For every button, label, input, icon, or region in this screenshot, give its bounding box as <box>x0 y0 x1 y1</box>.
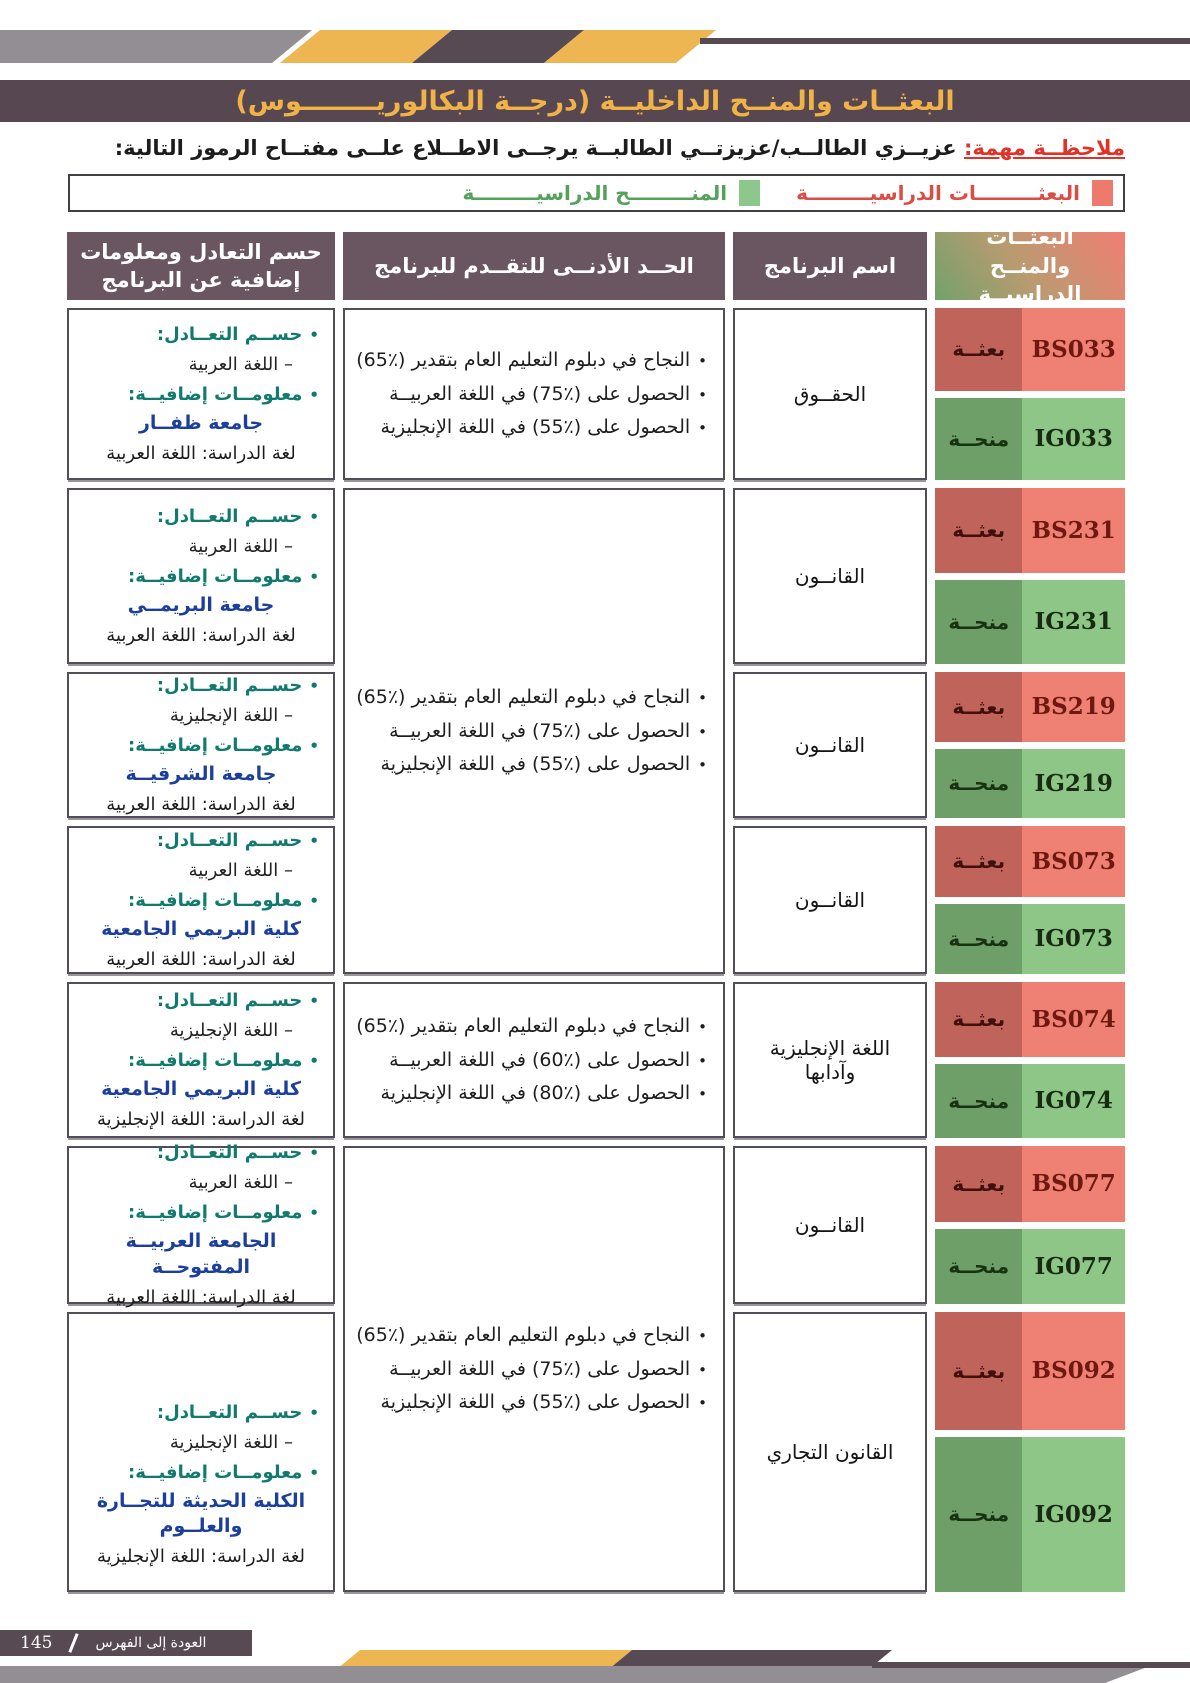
scholarship-code: BS092 <box>1022 1312 1125 1430</box>
program-name: اللغة الإنجليزية وآدابها <box>733 982 927 1138</box>
grant-code: IG219 <box>1022 749 1125 819</box>
top-rule-line <box>700 38 1190 44</box>
grant-code: IG077 <box>1022 1229 1125 1305</box>
program-name: القانــون <box>733 1146 927 1304</box>
bullet-icon: • <box>698 722 707 741</box>
extra-info-label-line: • معلومــات إضافيــة: <box>128 1461 319 1483</box>
requirement-item: • الحصول على (٪75) في اللغة العربيــة <box>389 719 707 742</box>
bullet-icon: • <box>698 385 707 404</box>
requirement-item: • الحصول على (٪55) في اللغة الإنجليزية <box>380 416 707 439</box>
grant-code-cell <box>935 1064 1125 1139</box>
equalization-value: – اللغة العربية <box>188 354 293 376</box>
scholarship-code-cell <box>935 308 1125 391</box>
requirements-cell <box>343 982 725 1138</box>
extra-info-label-line: • معلومــات إضافيــة: <box>128 890 319 912</box>
grant-type-label: منحــة <box>935 904 1022 975</box>
institution-name: الجامعة العربيــة المفتوحــة <box>125 1230 277 1278</box>
institution-name: جامعة البريمــي <box>127 594 275 617</box>
codes-cell <box>935 1146 1125 1304</box>
info-cell <box>67 826 335 974</box>
title-band <box>0 80 1190 122</box>
grant-type-label: منحــة <box>935 749 1022 819</box>
page-number: 145 <box>20 1633 53 1653</box>
info-cell <box>67 982 335 1138</box>
scholarship-code-cell <box>935 1146 1125 1222</box>
info-cell <box>67 488 335 664</box>
note-label: ملاحظــة مهمة: <box>963 136 1125 160</box>
requirement-item: • الحصول على (٪55) في اللغة الإنجليزية <box>380 1391 707 1414</box>
bullet-icon: • <box>698 1017 707 1036</box>
bullet-icon: • <box>309 568 319 587</box>
requirement-item: • الحصول على (٪60) في اللغة العربيــة <box>389 1048 707 1071</box>
grant-type-label: منحــة <box>935 1064 1022 1139</box>
grant-code: IG231 <box>1022 580 1125 665</box>
bullet-icon: • <box>309 832 319 851</box>
extra-info-label-line: • معلومــات إضافيــة: <box>128 566 319 588</box>
bottom-gray-band <box>0 1666 1150 1683</box>
extra-info-label-line: • معلومــات إضافيــة: <box>128 1202 319 1224</box>
requirement-item: • الحصول على (٪75) في اللغة العربيــة <box>389 382 707 405</box>
grant-code: IG073 <box>1022 904 1125 975</box>
study-language: لغة الدراسة: اللغة العربية <box>106 624 296 646</box>
programs-table <box>68 225 1125 1592</box>
scholarship-code: BS073 <box>1022 826 1125 897</box>
codes-cell <box>935 982 1125 1138</box>
bullet-icon: • <box>309 892 319 911</box>
scholarship-code: BS074 <box>1022 982 1125 1057</box>
requirement-item: • النجاح في دبلوم التعليم العام بتقدير (٪65) <box>356 685 707 708</box>
grant-code: IG074 <box>1022 1064 1125 1139</box>
equalization-value: – اللغة الإنجليزية <box>169 705 293 727</box>
program-name: القانــون <box>733 826 927 974</box>
bullet-icon: • <box>698 419 707 438</box>
requirement-item: • النجاح في دبلوم التعليم العام بتقدير (٪65) <box>356 348 707 371</box>
scholarship-code-cell <box>935 1312 1125 1430</box>
scholarship-type-label: بعثــة <box>935 826 1022 897</box>
note-text: عزيــزي الطالــب/عزيزتــي الطالبــة يرجــى الاطــلاع علــى مفتــاح الرموز التالية: <box>114 136 957 160</box>
bullet-icon: • <box>309 737 319 756</box>
important-note <box>65 135 1125 162</box>
requirement-item: • الحصول على (٪55) في اللغة الإنجليزية <box>380 753 707 776</box>
info-cell <box>67 672 335 818</box>
bullet-icon: • <box>698 1394 707 1413</box>
grant-code-cell <box>935 1437 1125 1592</box>
study-language: لغة الدراسة: اللغة العربية <box>106 1286 296 1308</box>
program-name: القانون التجاري <box>733 1312 927 1592</box>
codes-cell <box>935 826 1125 974</box>
bullet-icon: • <box>309 508 319 527</box>
info-cell <box>67 1312 335 1592</box>
bullet-icon: • <box>698 1360 707 1379</box>
info-cell <box>67 308 335 480</box>
bottom-rule-line <box>872 1662 1190 1668</box>
equalization-label-line: • حســم التعــادل: <box>156 675 319 697</box>
requirement-item: • الحصول على (٪80) في اللغة الإنجليزية <box>380 1082 707 1105</box>
equalization-value: – اللغة العربية <box>188 536 293 558</box>
grant-code-cell <box>935 580 1125 665</box>
scholarship-type-label: بعثــة <box>935 1146 1022 1222</box>
bullet-icon: • <box>698 1051 707 1070</box>
legend-grants-label: المنـــــــــح الدراسيـــــــــة <box>462 181 728 205</box>
page-title: البعثــات والمنــح الداخليــة (درجــة البكالوريــــــــوس) <box>235 85 955 117</box>
scholarship-code-cell <box>935 826 1125 897</box>
institution-name: كلية البريمي الجامعية <box>101 918 301 941</box>
requirement-item: • الحصول على (٪75) في اللغة العربيــة <box>389 1357 707 1380</box>
study-language: لغة الدراسة: اللغة العربية <box>106 442 296 464</box>
top-gray-band <box>0 30 312 63</box>
scholarship-code: BS231 <box>1022 488 1125 573</box>
equalization-label-line: • حســم التعــادل: <box>156 1142 319 1164</box>
institution-name: جامعة ظفــار <box>138 412 264 435</box>
bullet-icon: • <box>698 351 707 370</box>
institution-name: جامعة الشرقيــة <box>125 763 277 786</box>
requirements-cell-merged <box>343 1146 725 1592</box>
extra-info-label-line: • معلومــات إضافيــة: <box>128 384 319 406</box>
header-info: حسم التعادل ومعلومات إضافية عن البرنامج <box>67 232 335 300</box>
codes-cell <box>935 1312 1125 1592</box>
grant-type-label: منحــة <box>935 1437 1022 1592</box>
header-minimum: الحــد الأدنــى للتقــدم للبرنامج <box>343 232 725 300</box>
bullet-icon: • <box>309 386 319 405</box>
back-to-index-link[interactable]: العودة إلى الفهرس <box>95 1635 207 1651</box>
scholarship-color-swatch <box>1092 180 1113 206</box>
grant-color-swatch <box>739 180 760 206</box>
equalization-value: – اللغة العربية <box>188 860 293 882</box>
study-language: لغة الدراسة: اللغة الإنجليزية <box>96 1546 306 1567</box>
grant-code: IG033 <box>1022 398 1125 481</box>
grant-code-cell <box>935 904 1125 975</box>
scholarship-type-label: بعثــة <box>935 1312 1022 1430</box>
legend-scholarships-label: البعثـــــــــات الدراسيـــــــــة <box>796 181 1080 205</box>
scholarship-type-label: بعثــة <box>935 672 1022 742</box>
equalization-label-line: • حســم التعــادل: <box>156 990 319 1012</box>
grant-type-label: منحــة <box>935 398 1022 481</box>
scholarship-code-cell <box>935 672 1125 742</box>
bullet-icon: • <box>698 688 707 707</box>
scholarship-code-cell <box>935 982 1125 1057</box>
bullet-icon: • <box>309 1403 319 1422</box>
codes-cell <box>935 308 1125 480</box>
info-cell <box>67 1142 335 1308</box>
bullet-icon: • <box>309 1144 319 1163</box>
equalization-label-line: • حســم التعــادل: <box>156 506 319 528</box>
institution-name: كلية البريمي الجامعية <box>101 1078 301 1101</box>
program-name: الحقــوق <box>733 308 927 480</box>
extra-info-label-line: • معلومــات إضافيــة: <box>128 735 319 757</box>
requirement-item: • النجاح في دبلوم التعليم العام بتقدير (٪65) <box>356 1323 707 1346</box>
requirements-cell-merged <box>343 488 725 974</box>
bullet-icon: • <box>698 1326 707 1345</box>
requirements-cell <box>343 308 725 480</box>
footer-bar <box>0 1630 252 1656</box>
bullet-icon: • <box>309 326 319 345</box>
equalization-label-line: • حســم التعــادل: <box>156 830 319 852</box>
grant-code-cell <box>935 398 1125 481</box>
header-program: اسم البرنامج <box>733 232 927 300</box>
equalization-label-line: • حســم التعــادل: <box>156 1401 319 1423</box>
codes-cell <box>935 488 1125 664</box>
grant-code-cell <box>935 749 1125 819</box>
equalization-value: – اللغة الإنجليزية <box>169 1020 293 1042</box>
program-name: القانــون <box>733 488 927 664</box>
scholarship-type-label: بعثــة <box>935 982 1022 1057</box>
header-codes: البعثــات والمنــح الدراسيــة <box>935 232 1125 300</box>
scholarship-code: BS033 <box>1022 308 1125 391</box>
scholarship-code: BS077 <box>1022 1146 1125 1222</box>
grant-type-label: منحــة <box>935 580 1022 665</box>
equalization-label-line: • حســم التعــادل: <box>156 324 319 346</box>
scholarship-type-label: بعثــة <box>935 308 1022 391</box>
bullet-icon: • <box>309 1052 319 1071</box>
equalization-value: – اللغة العربية <box>188 1172 293 1194</box>
program-name: القانــون <box>733 672 927 818</box>
institution-name: الكلية الحديثة للتجــارة والعلــوم <box>96 1489 306 1538</box>
scholarship-code-cell <box>935 488 1125 573</box>
bullet-icon: • <box>309 677 319 696</box>
grant-code-cell <box>935 1229 1125 1305</box>
equalization-value: – اللغة الإنجليزية <box>169 1431 293 1453</box>
codes-cell <box>935 672 1125 818</box>
bullet-icon: • <box>698 756 707 775</box>
study-language: لغة الدراسة: اللغة الإنجليزية <box>96 1108 306 1130</box>
study-language: لغة الدراسة: اللغة العربية <box>106 948 296 970</box>
scholarship-code: BS219 <box>1022 672 1125 742</box>
bullet-icon: • <box>698 1085 707 1104</box>
bullet-icon: • <box>309 1204 319 1223</box>
requirement-item: • النجاح في دبلوم التعليم العام بتقدير (٪65) <box>356 1014 707 1037</box>
bullet-icon: • <box>309 1463 319 1482</box>
legend <box>68 174 1125 212</box>
slash-divider-icon <box>69 1633 79 1653</box>
grant-code: IG092 <box>1022 1437 1125 1592</box>
extra-info-label-line: • معلومــات إضافيــة: <box>128 1050 319 1072</box>
scholarship-type-label: بعثــة <box>935 488 1022 573</box>
bullet-icon: • <box>309 992 319 1011</box>
grant-type-label: منحــة <box>935 1229 1022 1305</box>
study-language: لغة الدراسة: اللغة العربية <box>106 793 296 815</box>
